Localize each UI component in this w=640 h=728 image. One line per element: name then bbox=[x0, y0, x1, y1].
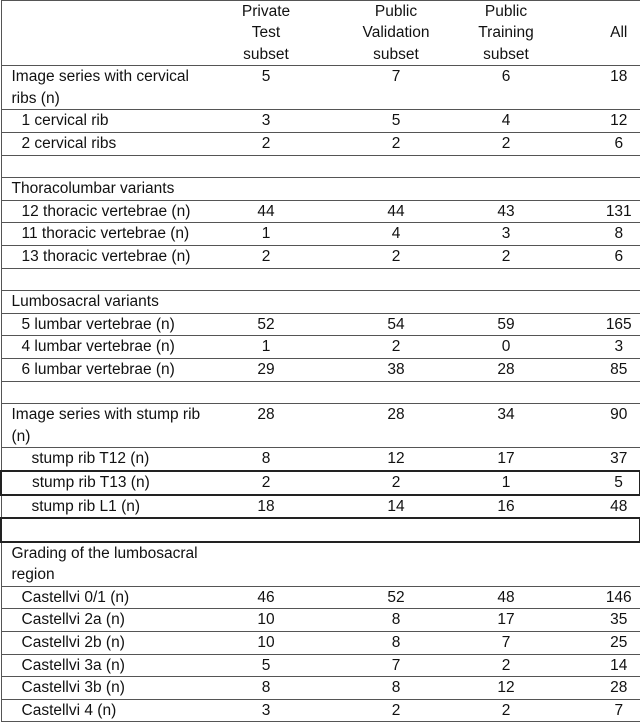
cell-value: 59 bbox=[466, 313, 546, 336]
table-row bbox=[1, 632, 640, 655]
cell-value bbox=[206, 381, 326, 404]
cell-value: 2 bbox=[326, 699, 466, 722]
header-line: Public bbox=[484, 3, 528, 20]
cell-value bbox=[466, 381, 546, 404]
cell-value: 7 bbox=[546, 699, 640, 722]
table-row bbox=[1, 336, 640, 359]
table-row bbox=[1, 542, 640, 587]
cell-value: 14 bbox=[546, 654, 640, 677]
cell-value: 28 bbox=[466, 358, 546, 381]
cell-value bbox=[466, 178, 546, 201]
cell-value bbox=[206, 155, 326, 178]
table-row bbox=[1, 495, 640, 519]
cell-value: 2 bbox=[466, 654, 546, 677]
cell-value bbox=[546, 155, 640, 178]
row-label bbox=[1, 518, 206, 542]
cell-value bbox=[326, 518, 466, 542]
header-line: Validation bbox=[362, 24, 430, 42]
cell-value: 2 bbox=[326, 471, 466, 495]
cell-value: 17 bbox=[466, 448, 546, 471]
row-label bbox=[1, 381, 206, 404]
cell-value: 17 bbox=[466, 609, 546, 632]
cell-value bbox=[466, 518, 546, 542]
spacer-row bbox=[1, 381, 640, 404]
cell-value bbox=[206, 518, 326, 542]
row-label: Castellvi 3b (n) bbox=[1, 677, 206, 700]
row-label: stump rib T13 (n) bbox=[1, 471, 206, 495]
cell-value bbox=[206, 268, 326, 291]
cell-value bbox=[326, 178, 466, 201]
cell-value: 44 bbox=[206, 200, 326, 223]
cell-value: 7 bbox=[326, 654, 466, 677]
row-label: 12 thoracic vertebrae (n) bbox=[1, 200, 206, 223]
header-line: Private bbox=[241, 3, 291, 20]
spacer-row bbox=[1, 155, 640, 178]
cell-value: 10 bbox=[206, 632, 326, 655]
cell-value bbox=[546, 542, 640, 587]
header-line: Public bbox=[374, 3, 418, 20]
header-row bbox=[1, 1, 640, 66]
cell-value: 4 bbox=[326, 223, 466, 246]
cell-value: 52 bbox=[326, 586, 466, 609]
row-label: Image series with cervical ribs (n) bbox=[1, 66, 206, 110]
cell-value: 8 bbox=[326, 677, 466, 700]
table-row bbox=[1, 699, 640, 722]
cell-value bbox=[466, 291, 546, 314]
cell-value: 12 bbox=[546, 110, 640, 133]
row-label: Thoracolumbar variants bbox=[1, 178, 206, 201]
cell-value: 28 bbox=[206, 404, 326, 448]
cell-value: 37 bbox=[546, 448, 640, 471]
cell-value: 18 bbox=[206, 495, 326, 519]
cell-value bbox=[326, 542, 466, 587]
cell-value: 2 bbox=[206, 471, 326, 495]
cell-value: 44 bbox=[326, 200, 466, 223]
table-row bbox=[1, 358, 640, 381]
cell-value: 12 bbox=[466, 677, 546, 700]
table-row bbox=[1, 291, 640, 314]
cell-value: 6 bbox=[466, 66, 546, 110]
cell-value: 29 bbox=[206, 358, 326, 381]
row-label: Castellvi 2a (n) bbox=[1, 609, 206, 632]
cell-value: 165 bbox=[546, 313, 640, 336]
cell-value: 8 bbox=[206, 677, 326, 700]
spacer-row bbox=[1, 268, 640, 291]
row-label: 6 lumbar vertebrae (n) bbox=[1, 358, 206, 381]
table-row bbox=[1, 586, 640, 609]
header-public-training bbox=[466, 1, 546, 66]
cell-value: 12 bbox=[326, 448, 466, 471]
cell-value: 0 bbox=[466, 336, 546, 359]
cell-value: 25 bbox=[546, 632, 640, 655]
table-row bbox=[1, 448, 640, 471]
cell-value: 1 bbox=[206, 223, 326, 246]
cell-value: 2 bbox=[466, 245, 546, 268]
row-label: stump rib L1 (n) bbox=[1, 495, 206, 519]
cell-value: 5 bbox=[206, 66, 326, 110]
cell-value: 46 bbox=[206, 586, 326, 609]
cell-value bbox=[466, 155, 546, 178]
table-row bbox=[1, 110, 640, 133]
cell-value bbox=[206, 542, 326, 587]
cell-value: 48 bbox=[466, 586, 546, 609]
row-label: 2 cervical ribs bbox=[1, 133, 206, 156]
header-line: All bbox=[610, 24, 628, 42]
cell-value: 28 bbox=[326, 404, 466, 448]
table-row bbox=[1, 404, 640, 448]
table-row bbox=[1, 133, 640, 156]
cell-value bbox=[546, 518, 640, 542]
row-label: Castellvi 4 (n) bbox=[1, 699, 206, 722]
header-public-validation bbox=[326, 1, 466, 66]
cell-value bbox=[546, 178, 640, 201]
cell-value: 2 bbox=[466, 133, 546, 156]
cell-value: 146 bbox=[546, 586, 640, 609]
cell-value: 8 bbox=[326, 632, 466, 655]
header-line: subset bbox=[373, 45, 419, 63]
cell-value: 6 bbox=[546, 133, 640, 156]
cell-value: 5 bbox=[206, 654, 326, 677]
cell-value: 10 bbox=[206, 609, 326, 632]
cell-value: 38 bbox=[326, 358, 466, 381]
cell-value: 8 bbox=[326, 609, 466, 632]
cell-value: 54 bbox=[326, 313, 466, 336]
spacer-row bbox=[1, 518, 640, 542]
cell-value: 34 bbox=[466, 404, 546, 448]
row-label: Grading of the lumbosacral region bbox=[1, 542, 206, 587]
cell-value: 2 bbox=[466, 699, 546, 722]
header-line: Training bbox=[478, 24, 534, 42]
cell-value bbox=[466, 542, 546, 587]
cell-value bbox=[546, 268, 640, 291]
table-row bbox=[1, 471, 640, 495]
cell-value bbox=[326, 155, 466, 178]
row-label: 4 lumbar vertebrae (n) bbox=[1, 336, 206, 359]
row-label: stump rib T12 (n) bbox=[1, 448, 206, 471]
row-label: Castellvi 3a (n) bbox=[1, 654, 206, 677]
table-row bbox=[1, 200, 640, 223]
cell-value bbox=[326, 268, 466, 291]
table-row bbox=[1, 245, 640, 268]
header-empty bbox=[1, 1, 206, 66]
header-line: subset bbox=[483, 45, 529, 63]
cell-value bbox=[466, 268, 546, 291]
table-row bbox=[1, 313, 640, 336]
cell-value: 1 bbox=[466, 471, 546, 495]
cell-value: 8 bbox=[546, 223, 640, 246]
cell-value: 3 bbox=[546, 336, 640, 359]
cell-value bbox=[326, 291, 466, 314]
row-label: Castellvi 0/1 (n) bbox=[1, 586, 206, 609]
cell-value: 4 bbox=[466, 110, 546, 133]
table-row bbox=[1, 66, 640, 110]
cell-value: 8 bbox=[206, 448, 326, 471]
header-line: subset bbox=[243, 45, 289, 63]
header-private-test bbox=[206, 1, 326, 66]
cell-value bbox=[206, 178, 326, 201]
cell-value: 52 bbox=[206, 313, 326, 336]
cell-value: 18 bbox=[546, 66, 640, 110]
cell-value: 2 bbox=[206, 133, 326, 156]
header-line: Test bbox=[251, 24, 281, 42]
row-label: Image series with stump rib (n) bbox=[1, 404, 206, 448]
cell-value: 48 bbox=[546, 495, 640, 519]
header-all bbox=[546, 1, 640, 66]
cell-value: 2 bbox=[326, 245, 466, 268]
table-row bbox=[1, 223, 640, 246]
cell-value: 5 bbox=[546, 471, 640, 495]
cell-value: 3 bbox=[206, 699, 326, 722]
table-row bbox=[1, 654, 640, 677]
table-row bbox=[1, 178, 640, 201]
row-label: 11 thoracic vertebrae (n) bbox=[1, 223, 206, 246]
row-label: Lumbosacral variants bbox=[1, 291, 206, 314]
table-row bbox=[1, 609, 640, 632]
cell-value bbox=[546, 381, 640, 404]
cell-value bbox=[546, 291, 640, 314]
cell-value: 1 bbox=[206, 336, 326, 359]
row-label: 13 thoracic vertebrae (n) bbox=[1, 245, 206, 268]
cell-value: 35 bbox=[546, 609, 640, 632]
table-row bbox=[1, 677, 640, 700]
row-label bbox=[1, 155, 206, 178]
row-label bbox=[1, 268, 206, 291]
cell-value: 85 bbox=[546, 358, 640, 381]
cell-value: 16 bbox=[466, 495, 546, 519]
row-label: 5 lumbar vertebrae (n) bbox=[1, 313, 206, 336]
cell-value: 14 bbox=[326, 495, 466, 519]
cell-value bbox=[326, 381, 466, 404]
cell-value: 131 bbox=[546, 200, 640, 223]
cell-value: 2 bbox=[326, 133, 466, 156]
cell-value: 7 bbox=[326, 66, 466, 110]
row-label: 1 cervical rib bbox=[1, 110, 206, 133]
cell-value: 28 bbox=[546, 677, 640, 700]
cell-value: 2 bbox=[326, 336, 466, 359]
cell-value: 90 bbox=[546, 404, 640, 448]
cell-value: 2 bbox=[206, 245, 326, 268]
cell-value: 5 bbox=[326, 110, 466, 133]
cell-value: 7 bbox=[466, 632, 546, 655]
cell-value: 6 bbox=[546, 245, 640, 268]
cell-value bbox=[206, 291, 326, 314]
cell-value: 3 bbox=[206, 110, 326, 133]
cell-value: 43 bbox=[466, 200, 546, 223]
cell-value: 3 bbox=[466, 223, 546, 246]
row-label: Castellvi 2b (n) bbox=[1, 632, 206, 655]
